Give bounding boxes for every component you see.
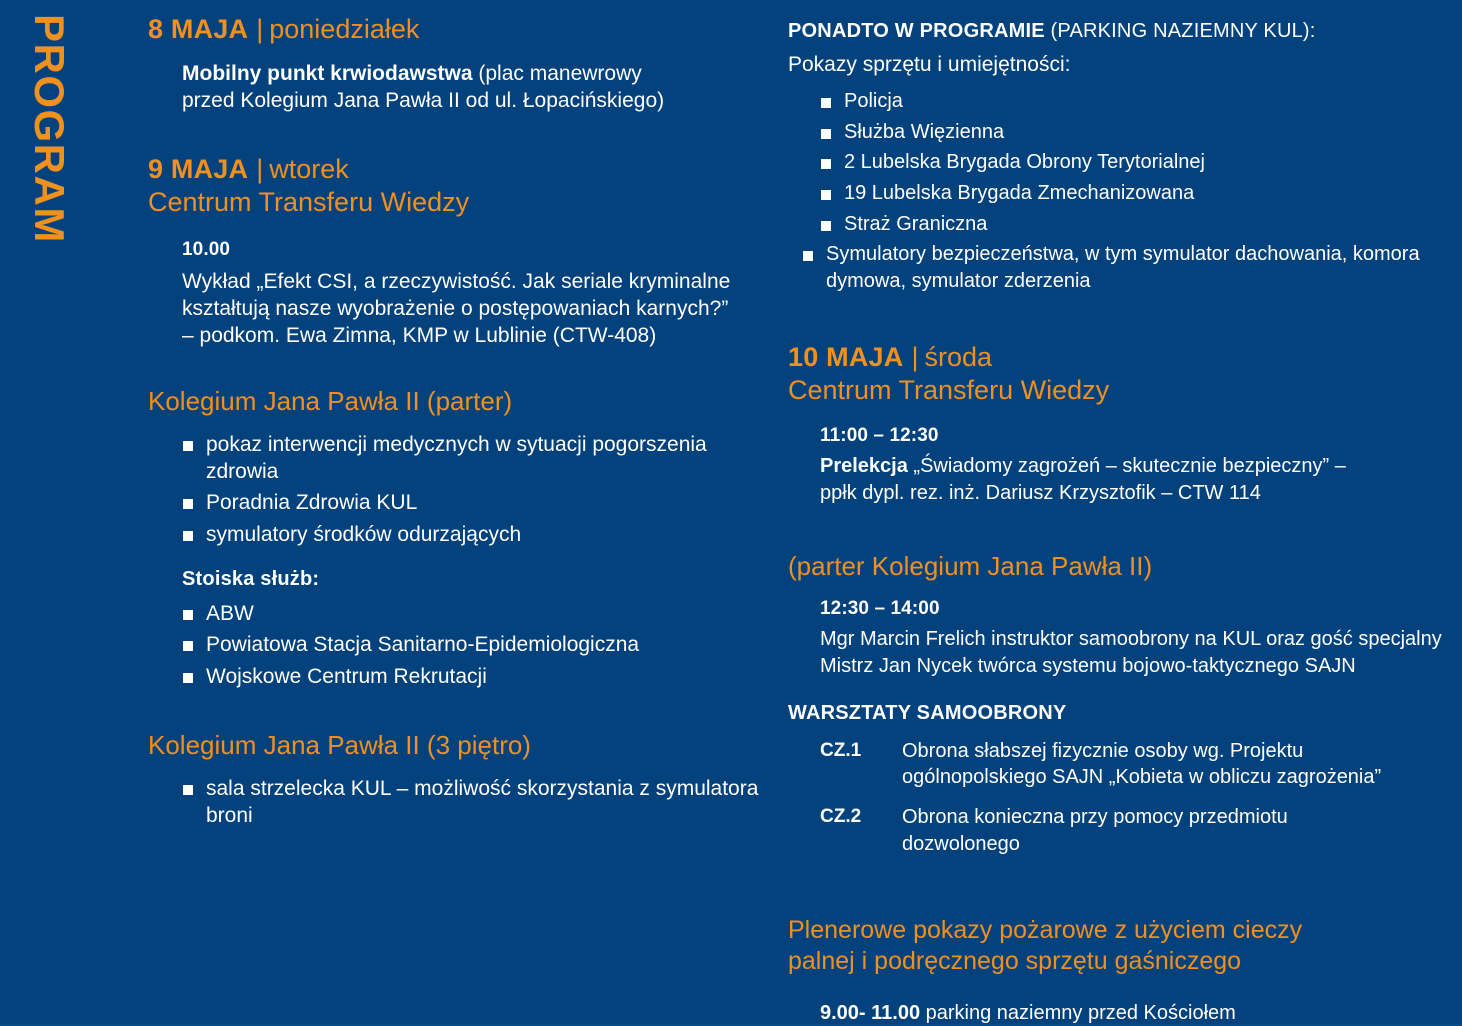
list-item: ABW (182, 600, 780, 627)
workshops-heading: WARSZTATY SAMOOBRONY (788, 701, 1067, 724)
section-kolegium-3-pietro (148, 730, 780, 830)
program-rail (0, 0, 148, 1024)
workshop-part-row (820, 738, 1448, 791)
workshop-part-key: CZ.1 (820, 739, 862, 761)
day-block-10-maja (788, 342, 1448, 506)
workshop-part-text (902, 738, 1448, 791)
section-parter-kolegium-right (788, 551, 1448, 680)
day2-time: 10.00 (182, 239, 231, 261)
program-rail-label: PROGRAM (26, 14, 73, 244)
day2-lecture-line1: Wykład „Efekt CSI, a rzeczywistość. Jak seriale kryminalne (182, 269, 731, 293)
extra-heading (788, 18, 1448, 44)
day3-venue: Centrum Transferu Wiedzy (788, 375, 1110, 406)
list-item: Wojskowe Centrum Rekrutacji (182, 663, 780, 690)
section-warsztaty-samoobrony (788, 700, 1448, 858)
day-heading-8-maja (148, 14, 780, 46)
day3-time: 11:00 – 12:30 (820, 425, 939, 447)
list-item: symulatory środków odurzających (182, 521, 780, 548)
section-parter-heading: Kolegium Jana Pawła II (parter) (148, 385, 513, 416)
day2-venue: Centrum Transferu Wiedzy (148, 187, 470, 218)
day3-talk-rest: „Świadomy zagrożeń – skutecznie bezpieczny” – (907, 454, 1346, 477)
day2-session (182, 237, 780, 350)
stands-list (182, 600, 780, 690)
extra-heading-rest: (PARKING NAZIEMNY KUL): (1044, 20, 1316, 42)
workshop-part-row (820, 804, 1448, 857)
day-heading-9-maja (148, 154, 780, 186)
day-date: 9 MAJA (148, 154, 249, 185)
day-weekday: poniedziałek (269, 14, 420, 44)
workshop-part-line1: Obrona konieczna przy pomocy przedmiotu (902, 806, 1288, 829)
workshop-part-line2: dozwolonego (902, 832, 1020, 855)
fire-show-details (820, 1000, 1448, 1026)
left-column (148, 0, 780, 1024)
section-kolegium-parter (148, 386, 780, 690)
day-separator: | (256, 154, 264, 185)
day3-session (820, 423, 1448, 507)
section-plenerowe-pokazy-pozarowe (788, 915, 1448, 1026)
day1-entry-line1 (182, 60, 780, 87)
workshop-part-text (902, 804, 1448, 857)
right-parter-heading: (parter Kolegium Jana Pawła II) (788, 550, 1153, 581)
workshops-body (820, 738, 1448, 858)
day1-entry (182, 60, 780, 115)
day-separator: | (911, 342, 919, 373)
workshop-part-line1: Obrona słabszej fizycznie osoby wg. Projektu (902, 739, 1304, 762)
list-item: Straż Graniczna (820, 211, 1448, 238)
extra-list-wrap (820, 88, 1448, 294)
workshop-part-key: CZ.2 (820, 806, 862, 828)
list-item: pokaz interwencji medycznych w sytuacji pogorszenia zdrowia (182, 431, 780, 486)
extra-heading-bold: PONADTO W PROGRAMIE (788, 20, 1045, 42)
fire-show-heading-line2: palnej i podręcznego sprzętu gaśniczego (788, 946, 1242, 975)
day-date: 10 MAJA (788, 342, 904, 373)
fire-show-place: parking naziemny przed Kościołem (920, 1002, 1236, 1025)
list-item: Służba Więzienna (820, 119, 1448, 146)
day-separator: | (256, 14, 264, 44)
fire-show-time-row (820, 1000, 1448, 1026)
right-parter-time: 12:30 – 14:00 (820, 598, 940, 619)
day1-entry-line2: przed Kolegium Jana Pawła II od ul. Łopacińskiego) (182, 89, 665, 113)
list-item: Powiatowa Stacja Sanitarno-Epidemiologiczna (182, 631, 780, 658)
day3-talk-bold: Prelekcja (820, 454, 908, 477)
list-item: 2 Lubelska Brygada Obrony Terytorialnej (820, 149, 1448, 176)
extra-list (820, 88, 1448, 294)
section-pietro-body (182, 775, 780, 830)
section-parter-body (182, 431, 780, 690)
day-weekday: środa (924, 342, 993, 373)
fire-show-time: 9.00- 11.00 (820, 1002, 921, 1025)
day3-talk-line1 (820, 453, 1448, 480)
day2-lecture-line2: kształtują nasze wyobrażenie o postępowaniach karnych?” (182, 297, 729, 321)
list-item: Symulatory bezpieczeństwa, w tym symulator dachowania, komora dymowa, symulator zderzenia (802, 241, 1448, 294)
list-item: 19 Lubelska Brygada Zmechanizowana (820, 180, 1448, 207)
list-item: Poradnia Zdrowia KUL (182, 489, 780, 516)
fire-show-heading-line1: Plenerowe pokazy pożarowe z użyciem cieczy (788, 916, 1303, 945)
right-column (780, 0, 1462, 1024)
right-parter-line2: Mistrz Jan Nycek twórca systemu bojowo-taktycznego SAJN (820, 654, 1356, 677)
day1-entry-bold: Mobilny punkt krwiodawstwa (182, 61, 473, 85)
section-pietro-heading: Kolegium Jana Pawła II (3 piętro) (148, 729, 531, 760)
day-heading-10-maja (788, 342, 1448, 374)
day-block-8-maja (148, 14, 780, 114)
day3-talk-line2: ppłk dypl. rez. inż. Dariusz Krzysztofik – CTW 114 (820, 481, 1261, 504)
stands-subheading: Stoiska służb: (182, 568, 320, 591)
day-weekday: wtorek (269, 154, 349, 185)
section-ponadto-w-programie (788, 18, 1448, 294)
right-parter-session (820, 596, 1448, 680)
day-date: 8 MAJA (148, 14, 249, 44)
pietro-item-list (182, 775, 780, 830)
right-parter-line1: Mgr Marcin Frelich instruktor samoobrony na KUL oraz gość specjalny (820, 627, 1442, 650)
day2-lecture-line3: – podkom. Ewa Zimna, KMP w Lublinie (CTW-408) (182, 324, 657, 348)
day-block-9-maja (148, 154, 780, 349)
workshop-part-line2: ogólnopolskiego SAJN „Kobieta w obliczu zagrożenia” (902, 766, 1382, 789)
extra-subtitle: Pokazy sprzętu i umiejętności: (788, 53, 1071, 76)
list-item: Policja (820, 88, 1448, 115)
parter-item-list (182, 431, 780, 548)
list-item: sala strzelecka KUL – możliwość skorzystania z symulatora broni (182, 775, 780, 830)
day1-entry-rest: (plac manewrowy (472, 61, 642, 85)
